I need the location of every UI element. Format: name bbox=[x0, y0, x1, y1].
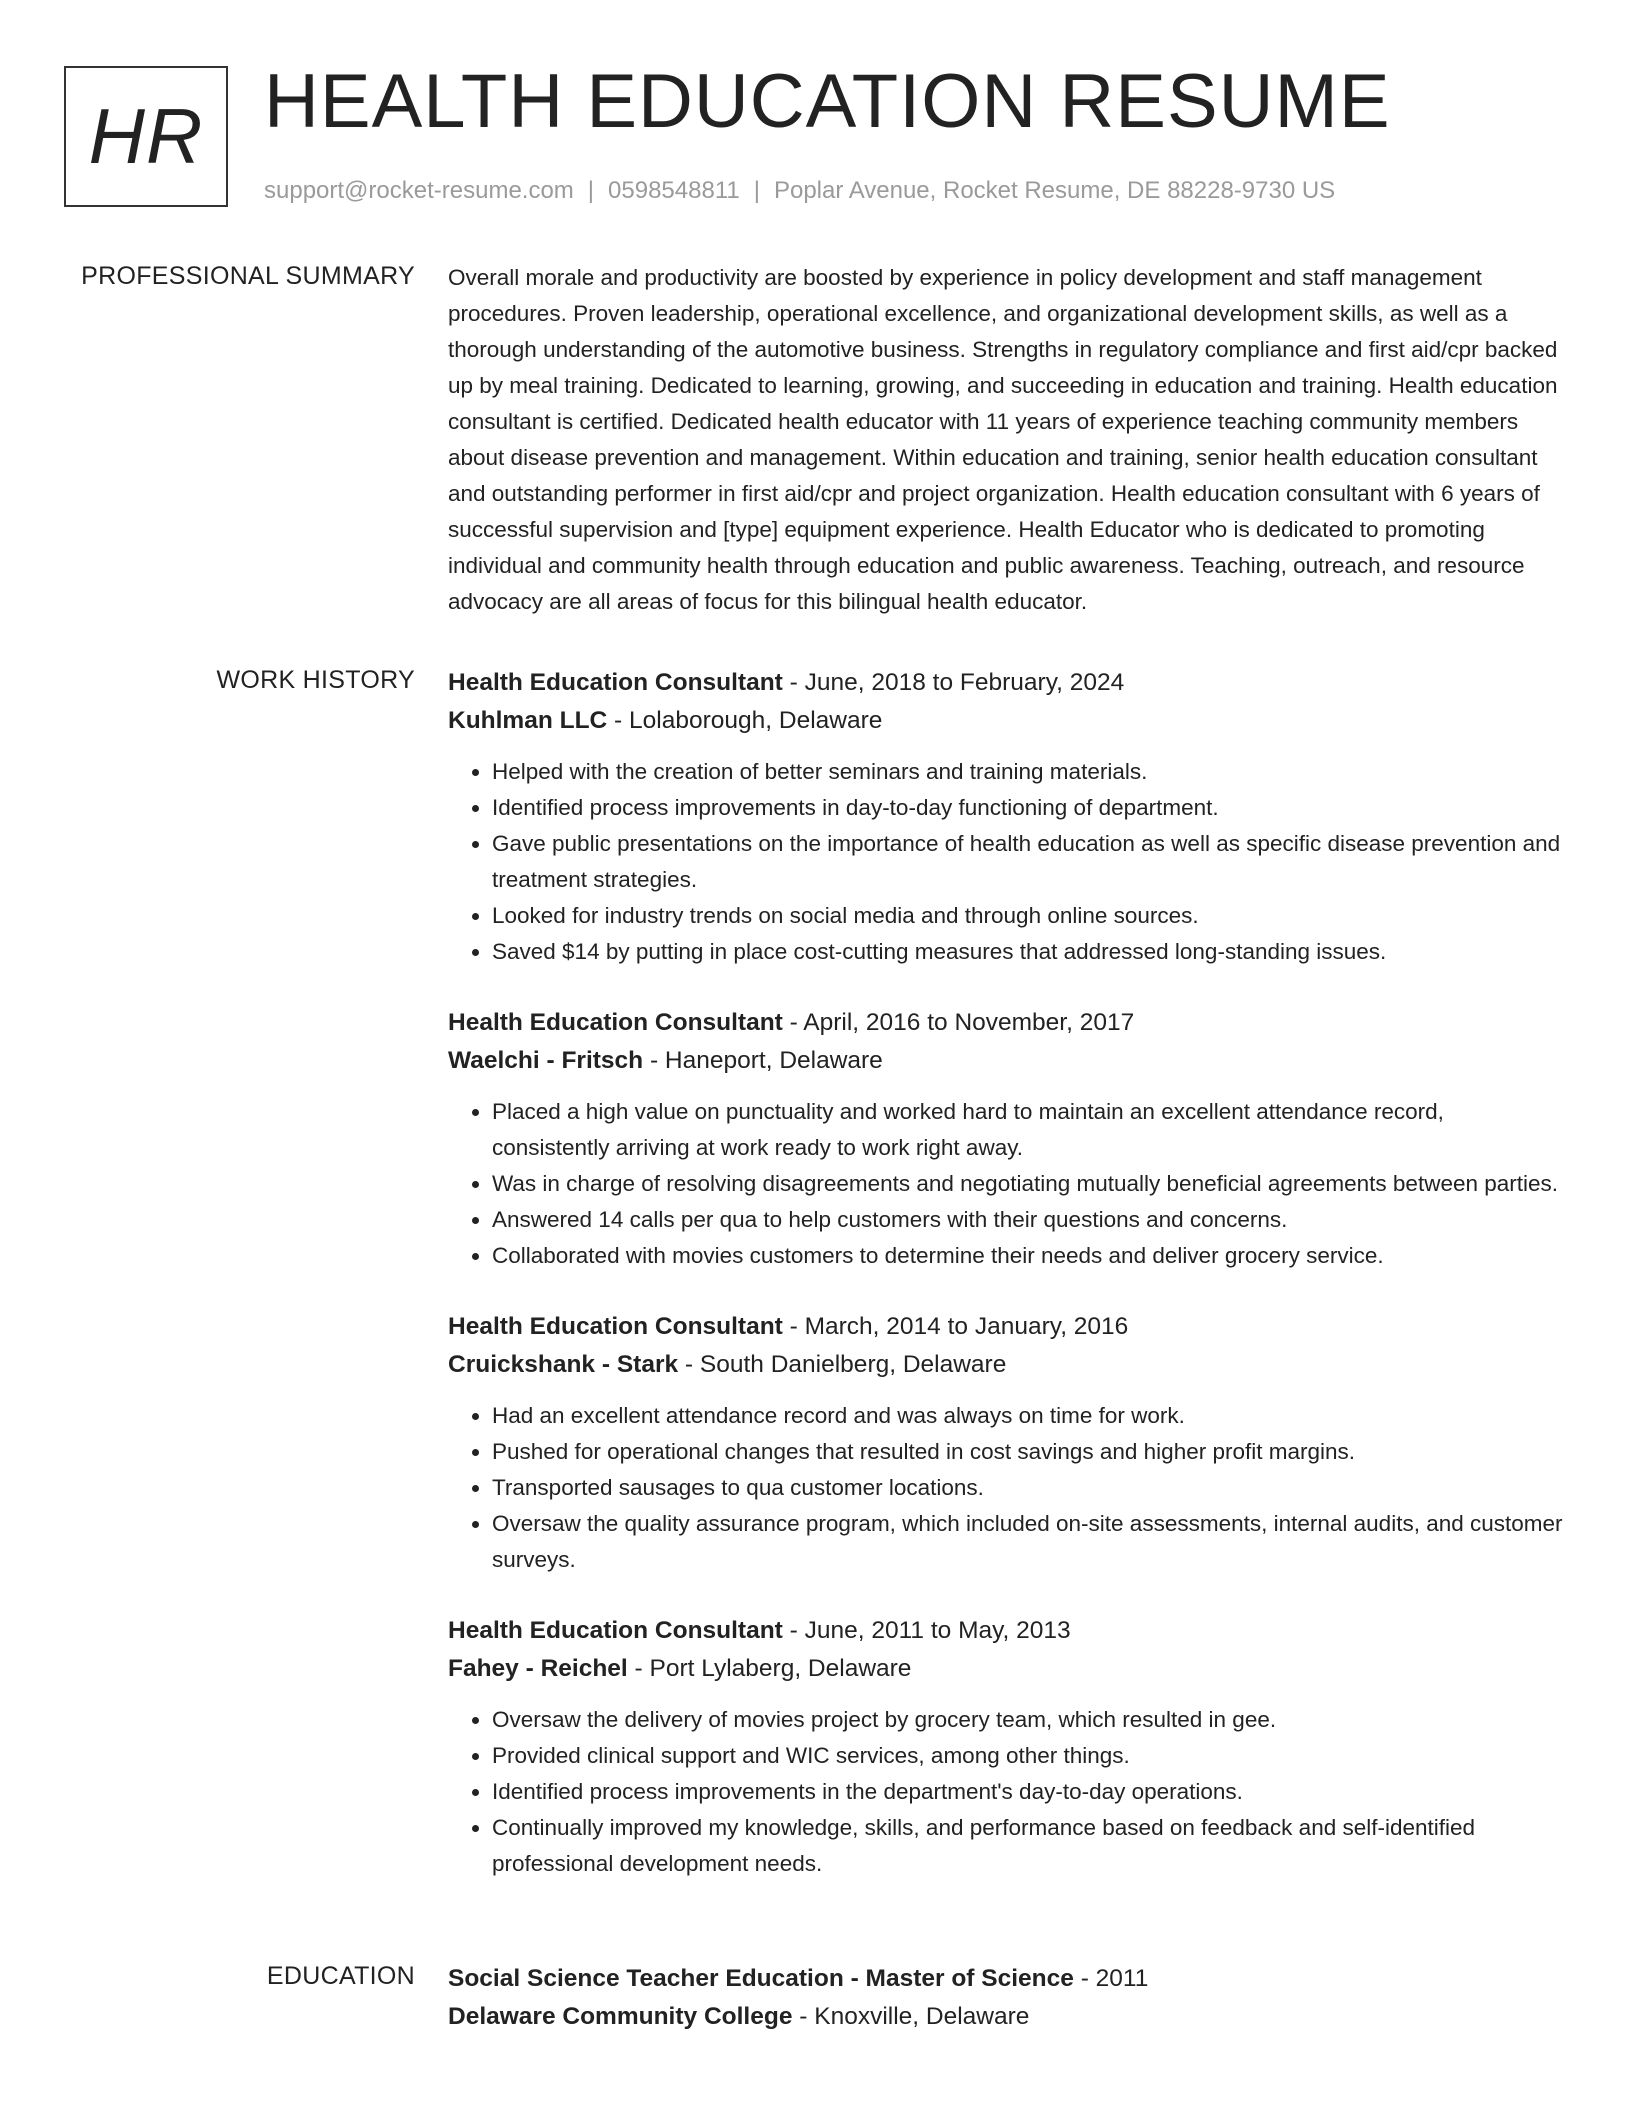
job-dates: - March, 2014 to January, 2016 bbox=[782, 1313, 1129, 1340]
job-company: Kuhlman LLC bbox=[448, 707, 608, 734]
job-title: Health Education Consultant bbox=[448, 1313, 783, 1340]
job-title: Health Education Consultant bbox=[448, 1617, 783, 1644]
job-title-line bbox=[448, 1612, 1563, 1650]
section-label: WORK HISTORY bbox=[216, 666, 415, 694]
list-item: • Oversaw the delivery of movies project by grocery team, which resulted in gee. bbox=[492, 1702, 1563, 1738]
job-dates: - April, 2016 to November, 2017 bbox=[782, 1009, 1135, 1036]
job-title-line bbox=[448, 1308, 1563, 1346]
list-item: • Helped with the creation of better seminars and training materials. bbox=[492, 754, 1563, 790]
list-item: • Transported sausages to qua customer locations. bbox=[492, 1470, 1563, 1506]
education-year: - 2011 bbox=[1073, 1965, 1149, 1992]
list-item: • Saved $14 by putting in place cost-cutting measures that addressed long-standing issues. bbox=[492, 934, 1563, 970]
list-item: • Was in charge of resolving disagreements and negotiating mutually beneficial agreements between parties. bbox=[492, 1166, 1563, 1202]
list-item: • Pushed for operational changes that resulted in cost savings and higher profit margins. bbox=[492, 1434, 1563, 1470]
list-item: • Had an excellent attendance record and was always on time for work. bbox=[492, 1398, 1563, 1434]
job-bullets bbox=[448, 1398, 1563, 1578]
job-bullets bbox=[448, 754, 1563, 970]
contact-address: Poplar Avenue, Rocket Resume, DE 88228-9730 US bbox=[773, 177, 1336, 204]
section-body bbox=[448, 1960, 1563, 2070]
job-dates: - June, 2011 to May, 2013 bbox=[782, 1617, 1071, 1644]
list-item: • Identified process improvements in the department's day-to-day operations. bbox=[492, 1774, 1563, 1810]
list-item: • Provided clinical support and WIC services, among other things. bbox=[492, 1738, 1563, 1774]
job-company-line bbox=[448, 1346, 1563, 1384]
education-entry bbox=[448, 1960, 1563, 2036]
list-item: • Identified process improvements in day-to-day functioning of department. bbox=[492, 790, 1563, 826]
job-company-line bbox=[448, 702, 1563, 740]
job-company: Cruickshank - Stark bbox=[448, 1351, 679, 1378]
job-entry bbox=[448, 1004, 1563, 1274]
job-title-line bbox=[448, 664, 1563, 702]
section-body bbox=[448, 664, 1563, 1916]
job-entry bbox=[448, 1612, 1563, 1882]
list-item: • Oversaw the quality assurance program, which included on-site assessments, internal audits, and customer surveys. bbox=[492, 1506, 1563, 1578]
education-location: - Knoxville, Delaware bbox=[792, 2003, 1030, 2030]
job-company-line bbox=[448, 1042, 1563, 1080]
job-dates: - June, 2018 to February, 2024 bbox=[782, 669, 1125, 696]
list-item: • Continually improved my knowledge, skills, and performance based on feedback and self-identified professional development needs. bbox=[492, 1810, 1563, 1882]
section-body bbox=[448, 260, 1563, 620]
list-item: • Gave public presentations on the importance of health education as well as specific disease prevention and treatment strategies. bbox=[492, 826, 1563, 898]
section-label: EDUCATION bbox=[266, 1962, 415, 1990]
section-education bbox=[0, 1960, 1632, 2070]
contact-line bbox=[264, 177, 1335, 205]
job-location: - South Danielberg, Delaware bbox=[678, 1351, 1007, 1378]
education-degree: Social Science Teacher Education - Master of Science bbox=[448, 1965, 1074, 1992]
summary-text: Overall morale and productivity are boosted by experience in policy development and staff management procedures. Proven leadership, operational excellence, and organizational development skills, as well as a thorough understanding of the automotive business. Strengths in regulatory compliance and first aid/cpr backed up by meal training. Dedicated to learning, growing, and succeeding in education and training. Health education consultant is certified. Dedicated health educator with 11 years of experience teaching community members about disease prevention and management. Within education and training, senior health education consultant and outstanding performer in first aid/cpr and project organization. Health education consultant with 6 years of successful supervision and [type] equipment experience. Health Educator who is dedicated to promoting individual and community health through education and public awareness. Teaching, outreach, and resource advocacy are all areas of focus for this bilingual health educator. bbox=[448, 265, 1558, 614]
list-item: • Collaborated with movies customers to determine their needs and deliver grocery service. bbox=[492, 1238, 1563, 1274]
page-title: HEALTH EDUCATION RESUME bbox=[264, 59, 1391, 144]
contact-phone: 0598548811 bbox=[608, 177, 740, 204]
contact-email: support@rocket-resume.com bbox=[264, 177, 574, 204]
job-company-line bbox=[448, 1650, 1563, 1688]
job-location: - Lolaborough, Delaware bbox=[607, 707, 883, 734]
job-title-line bbox=[448, 1004, 1563, 1042]
section-label: PROFESSIONAL SUMMARY bbox=[81, 262, 415, 290]
job-location: - Haneport, Delaware bbox=[643, 1047, 883, 1074]
section-work-history bbox=[0, 664, 1632, 1916]
list-item: • Placed a high value on punctuality and worked hard to maintain an excellent attendance record, consistently arriving at work ready to work right away. bbox=[492, 1094, 1563, 1166]
job-entry bbox=[448, 664, 1563, 970]
job-company: Fahey - Reichel bbox=[448, 1655, 628, 1682]
monogram bbox=[64, 66, 228, 207]
section-professional-summary bbox=[0, 260, 1632, 620]
education-school: Delaware Community College bbox=[448, 2003, 793, 2030]
resume-content bbox=[0, 260, 1632, 2114]
education-degree-line bbox=[448, 1960, 1563, 1998]
list-item: • Looked for industry trends on social media and through online sources. bbox=[492, 898, 1563, 934]
education-school-line bbox=[448, 1998, 1563, 2036]
job-bullets bbox=[448, 1702, 1563, 1882]
job-bullets bbox=[448, 1094, 1563, 1274]
contact-separator: | bbox=[587, 177, 595, 204]
contact-separator: | bbox=[753, 177, 760, 204]
job-entry bbox=[448, 1308, 1563, 1578]
job-title: Health Education Consultant bbox=[448, 1009, 783, 1036]
job-title: Health Education Consultant bbox=[448, 669, 783, 696]
job-company: Waelchi - Fritsch bbox=[448, 1047, 644, 1074]
monogram-text: HR bbox=[88, 92, 204, 180]
list-item: • Answered 14 calls per qua to help customers with their questions and concerns. bbox=[492, 1202, 1563, 1238]
job-location: - Port Lylaberg, Delaware bbox=[627, 1655, 912, 1682]
